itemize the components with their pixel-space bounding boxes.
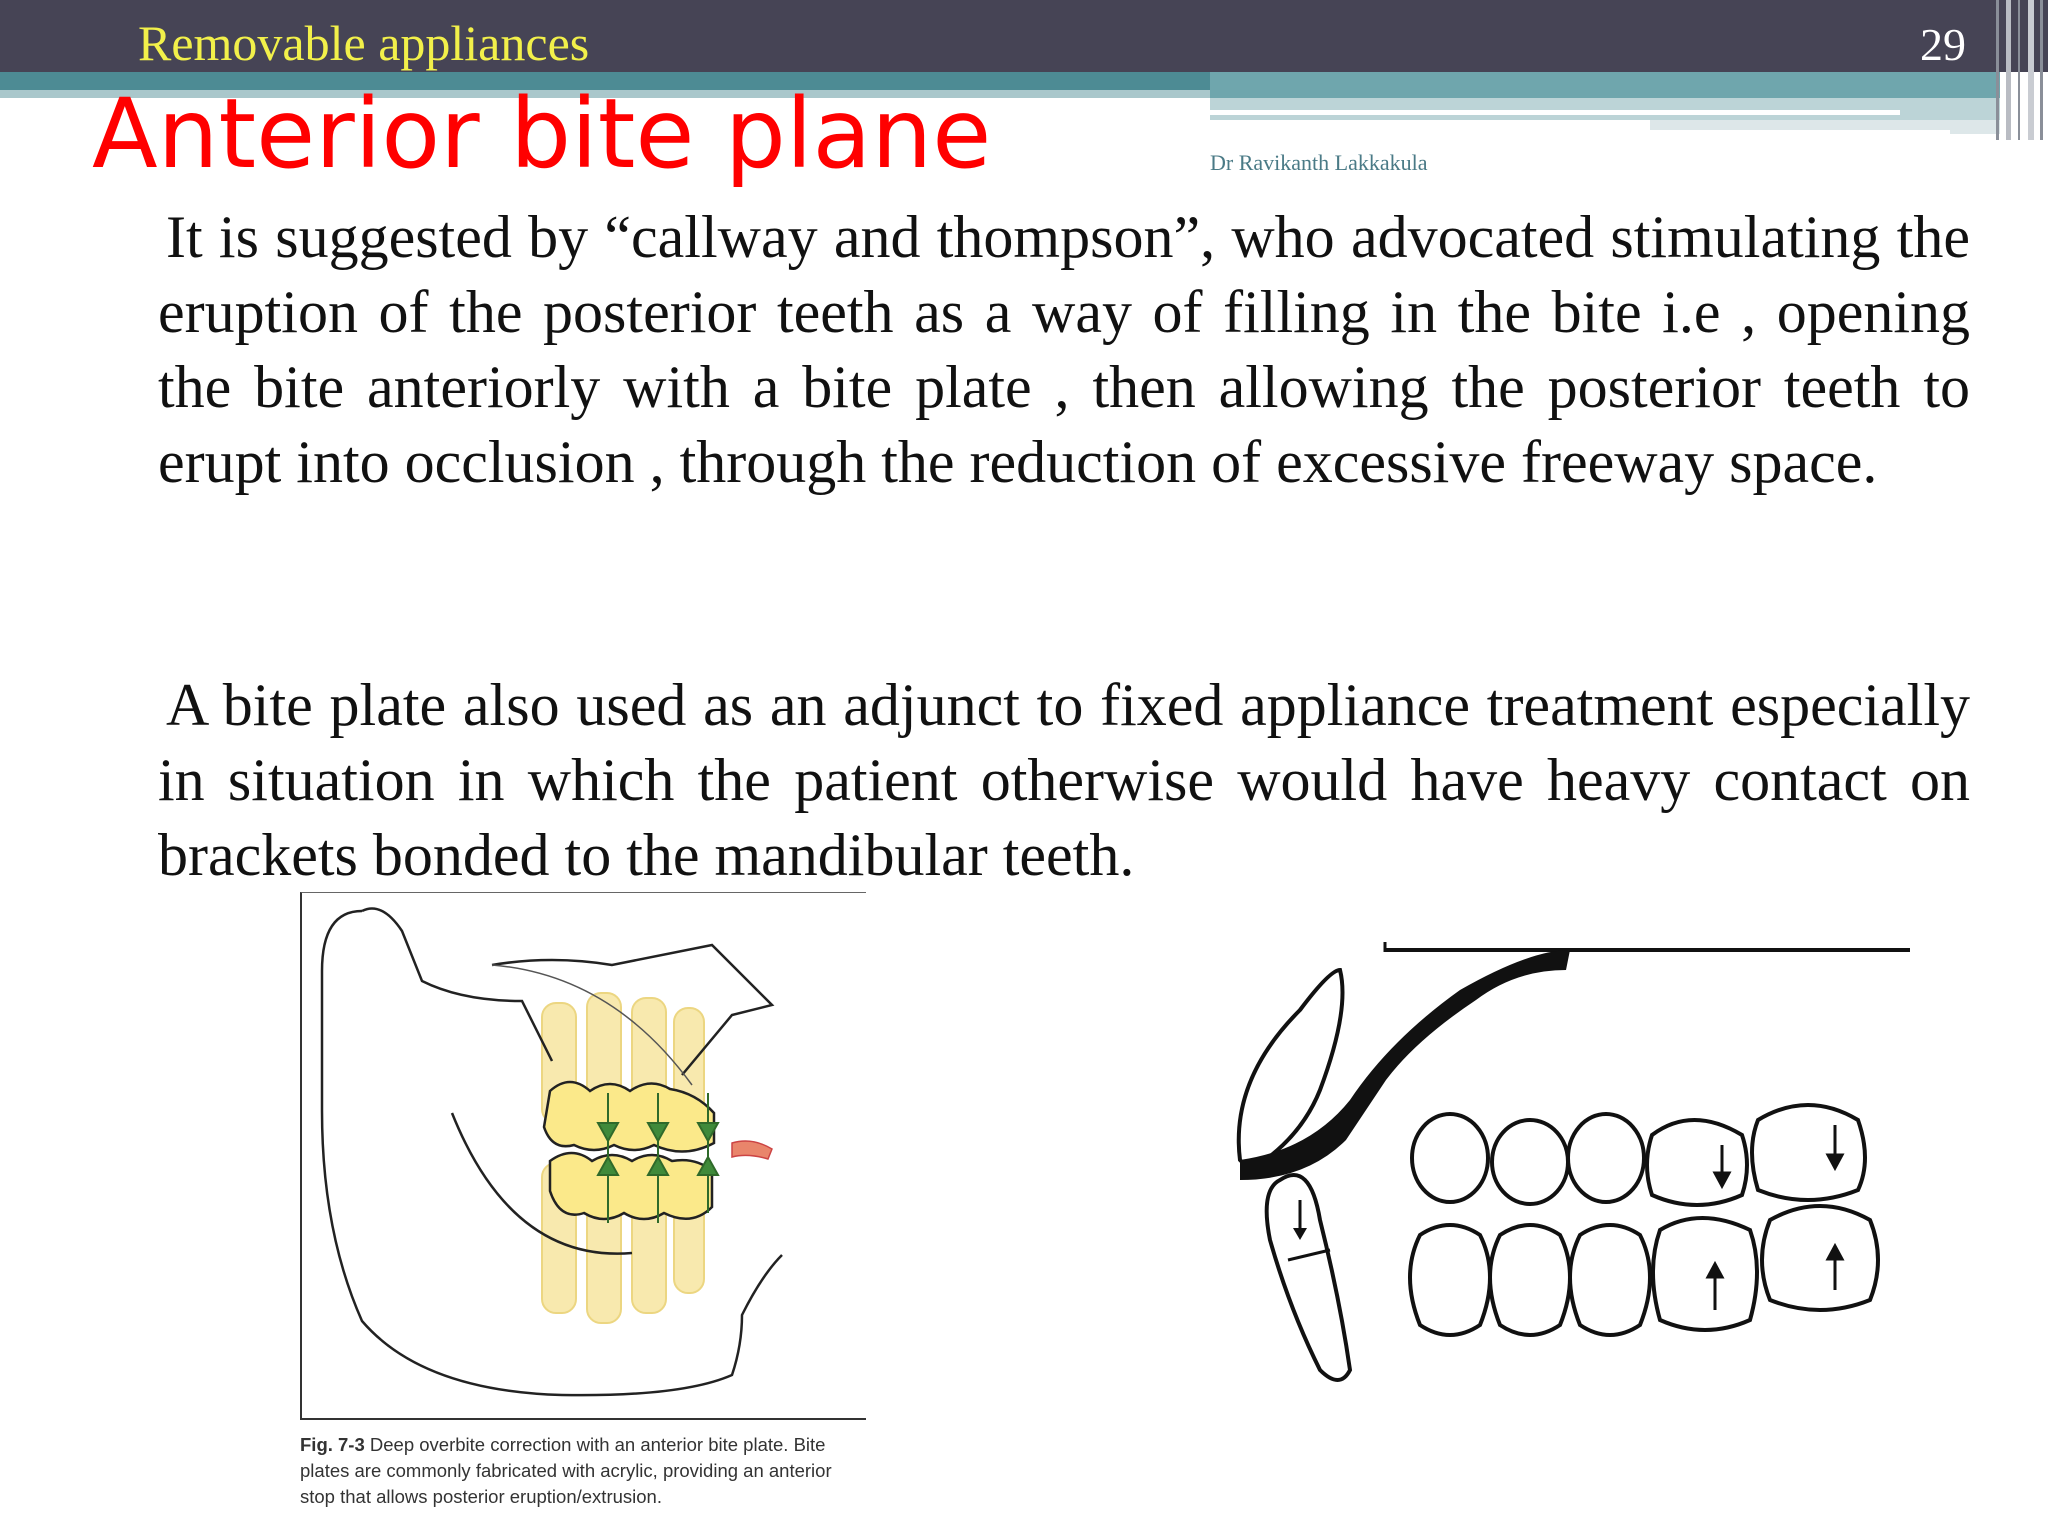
header-band-right-light (1210, 98, 2000, 120)
figure-caption-text: Deep overbite correction with an anterior bite plate. Bite plates are commonly fabricated with acrylic, providing an anterior stop that allows posterior eruption/extrusion. (300, 1434, 832, 1507)
header-band-right (1210, 72, 2000, 98)
author-credit: Dr Ravikanth Lakkakula (1210, 150, 1428, 175)
paragraph-1: It is suggested by “callway and thompson”, who advocated stimulating the eruption of the posterior teeth as a way of filling in the bite i.e , opening the bite anteriorly with a bite plate , then allowing the posterior teeth to erupt into occlusion , through the reduction of excessive freeway space. (158, 204, 1970, 495)
teeth-diagram (1210, 930, 1910, 1390)
teeth-line-drawing (1210, 930, 1910, 1390)
decorative-stripes (1988, 0, 2048, 140)
page-number: 29 (1920, 19, 1966, 70)
header-divider-line (1210, 110, 1900, 115)
figure-caption (300, 1432, 870, 1510)
header-divider-line-2 (1650, 130, 1950, 134)
paragraph-2: A bite plate also used as an adjunct to fixed appliance treatment especially in situation in which the patient otherwise would have heavy contact on brackets bonded to the mandibular teeth. (158, 672, 1970, 888)
figure-caption-label: Fig. 7-3 (300, 1434, 365, 1455)
jaw-illustration (302, 893, 868, 1421)
slide-title: Anterior bite plane (92, 78, 992, 190)
section-title: Removable appliances (138, 15, 590, 71)
bite-plate-figure (300, 892, 866, 1420)
